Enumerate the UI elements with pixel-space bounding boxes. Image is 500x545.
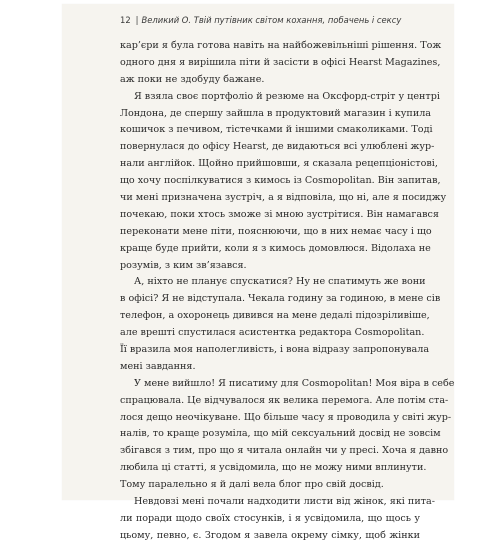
text-line: А, ніхто не планує спускатися? Ну не спатимуть же вони	[134, 276, 426, 288]
body-text	[120, 38, 455, 545]
text-line: Тому паралельно я й далі вела блог про свій досвід.	[120, 479, 384, 491]
text-line: Невдовзі мені почали надходити листи від жінок, які пита-	[134, 496, 435, 508]
text-line: але врешті спустилася асистентка редактора Cosmopolitan.	[120, 327, 425, 339]
text-line: кошичок з печивом, тістечками й іншими смаколиками. Тоді	[120, 124, 433, 136]
text-line: У мене вийшло! Я писатиму для Cosmopolitan! Моя віра в себе	[134, 377, 455, 389]
book-title: Великий О. Твій путівник світом кохання, побачень і сексу	[141, 15, 402, 25]
text-line: цьому, певно, є. Згодом я завела окрему сімку, щоб жінки	[120, 529, 420, 541]
text-line: почекаю, поки хтось зможе зі мною зустрітися. Він намагався	[120, 208, 439, 220]
text-line: налів, то краще розуміла, що мій сексуальний досвід не зовсім	[120, 428, 441, 440]
text-line: спрацювала. Це відчувалося як велика перемога. Але потім ста-	[120, 394, 449, 406]
book-page	[62, 4, 455, 541]
text-line: краще буде прийти, коли я з кимось домовлюся. Відолаха не	[120, 242, 431, 254]
text-line: чи мені призначена зустріч, а я відповіла, що ні, але я посиджу	[120, 192, 447, 204]
text-line: повернулася до офісу Hearst, де видаються всі улюблені жур-	[120, 141, 435, 153]
text-line: Її вразила моя наполегливість, і вона відразу запропонувала	[120, 344, 430, 356]
text-line: Лондона, де спершу зайшла в продуктовий магазин і купила	[120, 107, 432, 119]
running-head	[120, 15, 401, 25]
header-separator: |	[135, 15, 139, 25]
text-line: телефон, а охоронець дивився на мене дедалі підозріливіше,	[120, 310, 430, 322]
text-line: збігався з тим, про що я читала онлайн чи у пресі. Хоча я давно	[120, 445, 449, 457]
text-line: мені завдання.	[120, 360, 196, 372]
text-line: кар’єри я була готова навіть на найбожевільніші рішення. Тож	[120, 40, 442, 51]
page-number: 12	[120, 15, 131, 25]
text-line: переконати мене піти, пояснюючи, що в них немає часу і що	[120, 225, 432, 237]
text-line: ли поради щодо своїх стосунків, і я усвідомила, що щось у	[120, 512, 420, 524]
text-line: одного дня я вирішила піти й засісти в офісі Hearst Magazines,	[120, 56, 441, 68]
text-line: що хочу поспілкуватися з кимось із Cosmopolitan. Він запитав,	[120, 175, 441, 187]
text-line: любила ці статті, я усвідомила, що не можу ними вплинути.	[120, 462, 427, 474]
text-line: лося дещо неочікуване. Що більше часу я проводила у світі жур-	[120, 411, 452, 423]
text-line: Я взяла своє портфоліо й резюме на Оксфорд-стріт у центрі	[134, 90, 440, 102]
text-line: в офісі? Я не відступала. Чекала годину за годиною, в мене сів	[120, 293, 441, 305]
text-line: аж поки не здобуду бажане.	[120, 73, 265, 85]
text-line: нали англійок. Щойно прийшовши, я сказала рецепціоністові,	[120, 158, 438, 170]
text-line: розумів, з ким зв’язався.	[120, 259, 247, 271]
